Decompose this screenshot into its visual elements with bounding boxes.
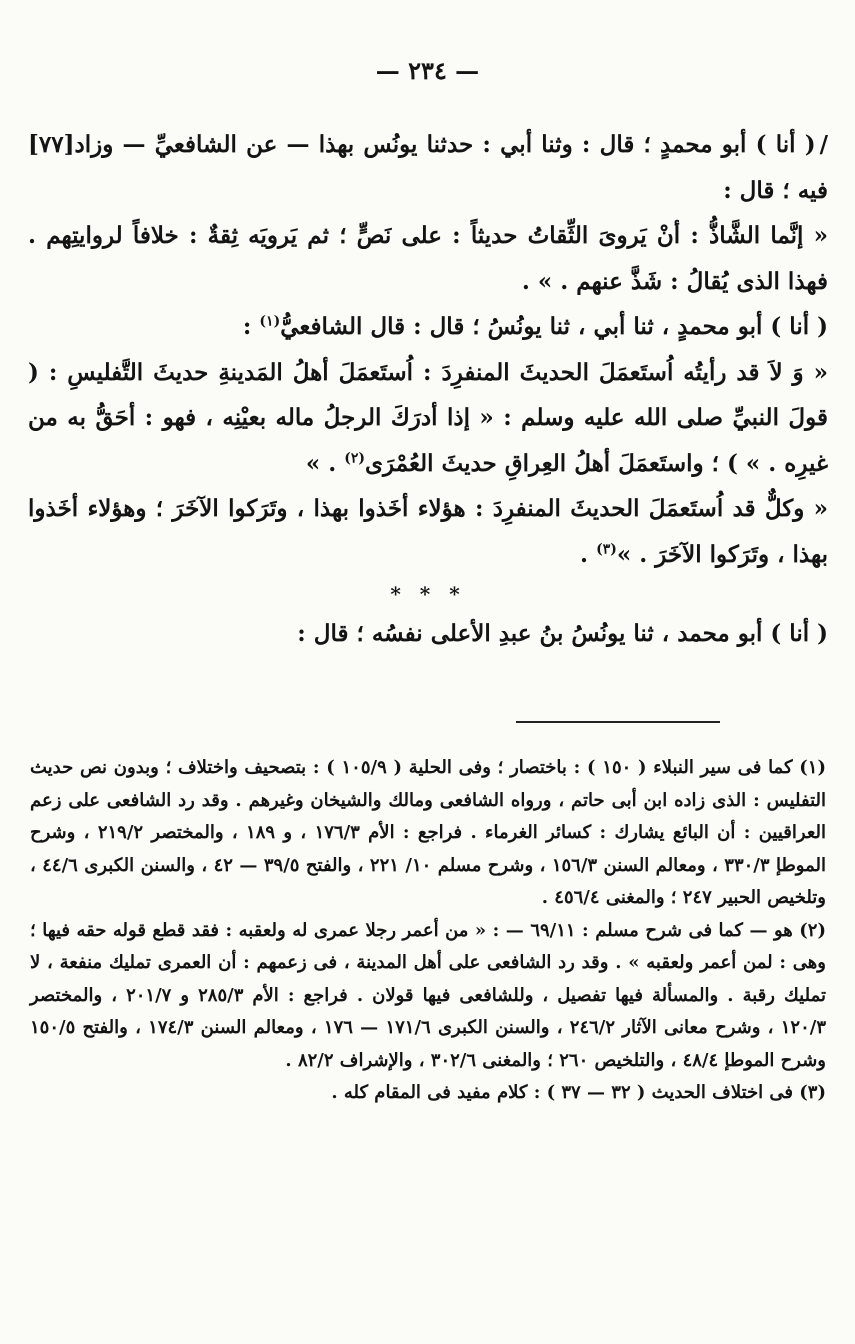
margin-marker: / xyxy=(819,131,828,158)
footnote-divider xyxy=(516,721,720,723)
paragraph-reference-number: [٧٧] xyxy=(28,131,75,158)
footnote-ref-1: (١) xyxy=(259,313,281,330)
page-number: — ٢٣٤ — xyxy=(375,56,480,85)
paragraph-1-text: ( أنا ) أبو محمدٍ ؛ قال : وثنا أبي : حدثنا يونُس بهذا — عن الشافعيِّ — وزاد فيه ؛ قال : xyxy=(74,131,828,204)
footnote-ref-3: (٣) xyxy=(596,540,617,557)
paragraph-1 xyxy=(28,122,828,213)
paragraph-4-text: « وَ لاَ قد رأيتُه اُستَعمَلَ الحديثَ المنفرِدَ : اُستَعمَلَ أهلُ المَدينةِ حديثَ التَّفليسِ : ( قولَ النبيِّ صلى الله عليه وسلم : « إذا أدرَكَ الرجلُ ماله بعيْنِه ، فهو : أحَقُّ به من غيرِه . » ) ؛ واستَعمَلَ أهلُ العِراقِ حديثَ العُمْرَى xyxy=(28,358,828,477)
paragraph-3 xyxy=(28,304,828,350)
paragraph-6: ( أنا ) أبو محمد ، ثنا يونُسُ بنُ عبدِ الأعلى نفسُه ؛ قال : xyxy=(297,620,828,647)
paragraph-3-text: ( أنا ) أبو محمدٍ ، ثنا أبي ، ثنا يونُسُ ؛ قال : قال الشافعيُّ xyxy=(280,313,828,340)
paragraph-3-end: : xyxy=(242,313,260,340)
paragraph-5-end: . xyxy=(580,540,597,568)
paragraph-5-text: « وكلٌّ قد اُستَعمَلَ الحديثَ المنفرِدَ : هؤلاء أخَذوا بهذا ، وتَرَكوا الآخَرَ ؛ وهؤلاء أخَذوا بهذا ، وتَرَكوا الآخَرَ . » xyxy=(28,495,828,568)
main-text xyxy=(28,122,828,657)
paragraph-2: « إنَّما الشَّاذُّ : أنْ يَروىَ الثِّقاتُ حديثاً : على نَصٍّ ؛ ثم يَرويَه ثِقةٌ : خلافاً لروايتِهم . فهذا الذى يُقالُ : شَذَّ عنهم . » . xyxy=(28,222,828,295)
footnote-ref-2: (٢) xyxy=(344,449,365,466)
paragraph-5 xyxy=(28,486,828,577)
paragraph-4 xyxy=(28,350,828,487)
footnote-3: (٣) فى اختلاف الحديث ( ٣٢ — ٣٧ ) : كلام مفيد فى المقام كله . xyxy=(331,1082,826,1103)
footnote-1: (١) كما فى سير النبلاء ( ١٥٠ ) : باختصار ؛ وفى الحلية ( ١٠٥/٩ ) : بتصحيف واختلاف ؛ وبدون نص حديث التفليس : الذى زاده ابن أبى حاتم ، ورواه الشافعى ومالك والشيخان وغيرهم . وقد رد الشافعى على زعم العراقيين : أن البائع يشارك : كسائر الغرماء . فراجع : الأم ١٧٦/٣ ، و ١٨٩ ، والمختصر ٢١٩/٢ ، وشرح الموطإ ٣٣٠/٣ ، ومعالم السنن ١٥٦/٣ ، وشرح مسلم ١٠/ ٢٢١ ، والفتح ٣٩/٥ — ٤٢ ، والسنن الكبرى ٤٤/٦ ، وتلخيص الحبير ٢٤٧ ؛ والمغنى ٤٥٦/٤ . xyxy=(30,757,826,908)
footnotes xyxy=(30,752,826,1110)
paragraph-4-end: . » xyxy=(305,449,345,477)
footnote-2: (٢) هو — كما فى شرح مسلم : ٦٩/١١ — : « من أعمر رجلا عمرى له ولعقبه : فقد قطع قوله حقه فيها ؛ وهى : لمن أعمر ولعقبه » . وقد رد الشافعى على أهل المدينة ، فى زعمهم : أن العمرى تمليك منفعة ، لا تمليك رقبة . والمسألة فيها تفصيل ، وللشافعى فيها قولان . فراجع : الأم ٢٨٥/٣ و ٢٠١/٧ ، والمختصر ١٢٠/٣ ، وشرح معانى الآثار ٢٤٦/٢ ، والسنن الكبرى ١٧١/٦ — ١٧٦ ، ومعالم السنن ١٧٤/٣ ، والفتح ١٥٠/٥ وشرح الموطإ ٤٨/٤ ، والتلخيص ٢٦٠ ؛ والمغنى ٣٠٢/٦ ، والإشراف ٨٢/٢ . xyxy=(30,919,826,1071)
section-separator-stars: * * * xyxy=(390,582,466,606)
